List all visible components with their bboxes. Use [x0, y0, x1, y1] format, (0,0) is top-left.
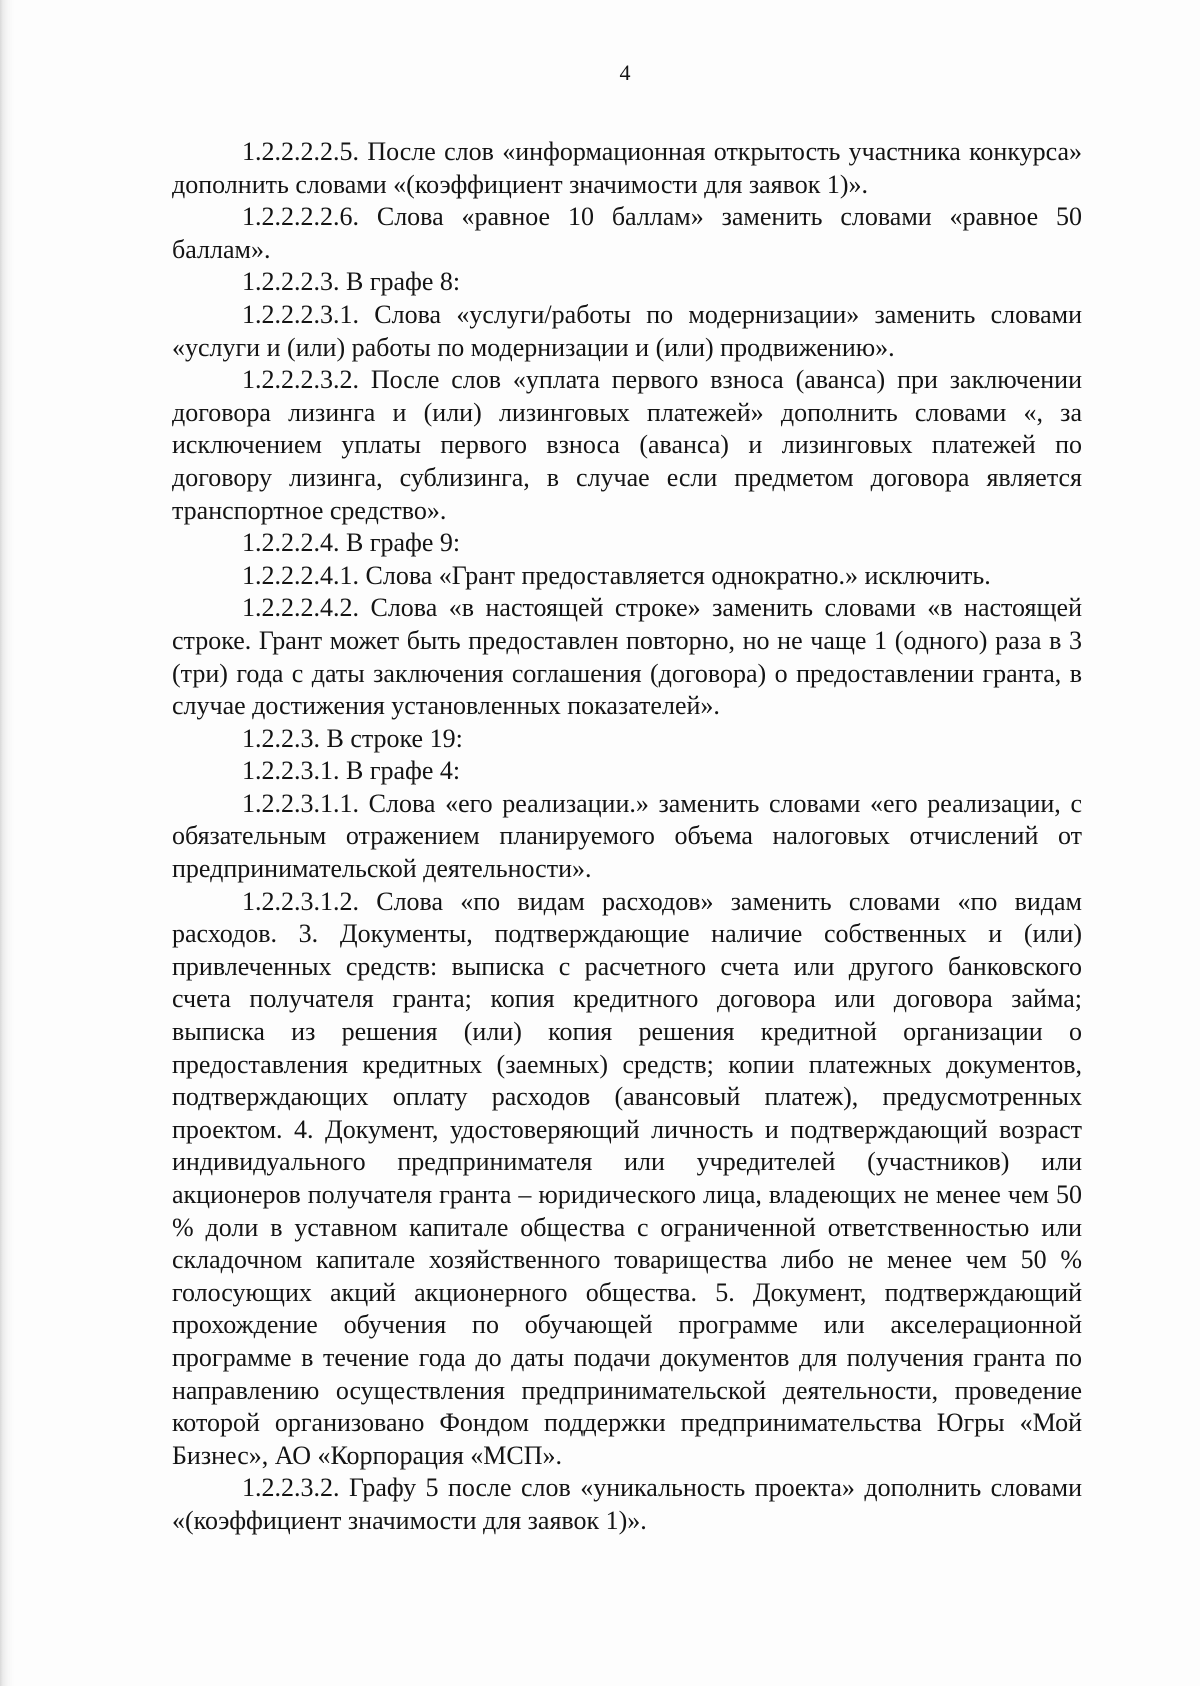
paragraph-1-2-2-2-2-5: 1.2.2.2.2.5. После слов «информационная открытость участника конкурса» дополнить словами «(коэффициент значимости для заявок 1)».: [172, 137, 1082, 199]
paragraph-1-2-2-2-4: 1.2.2.2.4. В графе 9:: [242, 528, 461, 558]
paragraph-1-2-2-2-3-2: 1.2.2.2.3.2. После слов «уплата первого взноса (аванса) при заключении договора лизинга и (или) лизинговых платежей» дополнить словами «, за исключением уплаты первого взноса (аванса) и лизинговых платежей по договору лизинга, сублизинга, в случае если предметом договора является транспортное средство».: [172, 365, 1082, 525]
paragraph-1-2-2-2-4-2: 1.2.2.2.4.2. Слова «в настоящей строке» заменить словами «в настоящей строке. Грант может быть предоставлен повторно, но не чаще 1 (одного) раза в 3 (три) года с даты заключения соглашения (договора) о предоставлении гранта, в случае достижения установленных показателей».: [172, 593, 1082, 721]
paragraph-1-2-2-2-2-6: 1.2.2.2.2.6. Слова «равное 10 баллам» заменить словами «равное 50 баллам».: [172, 202, 1082, 264]
paragraph-1-2-2-2-4-1: 1.2.2.2.4.1. Слова «Грант предоставляется однократно.» исключить.: [242, 560, 991, 590]
scan-edge-shadow: [0, 0, 14, 1686]
paragraph-1-2-2-3-1-2: 1.2.2.3.1.2. Слова «по видам расходов» заменить словами «по видам расходов. 3. Документы, подтверждающие наличие собственных и (или) привлеченных средств: выписка с расчетного счета или другого банковского счета получателя гранта; копия кредитного договора или договора займа; выписка из решения (или) копия решения кредитной организации о предоставления кредитных (заемных) средств; копии платежных документов, подтверждающих оплату расходов (авансовый платеж), предусмотренных проектом. 4. Документ, удостоверяющий личность и подтверждающий возраст индивидуального предпринимателя или учредителей (участников) или акционеров получателя гранта – юридического лица, владеющих не менее чем 50 % доли в уставном капитале общества с ограниченной ответственностью или складочном капитале хозяйственного товарищества либо не менее чем 50 % голосующих акций акционерного общества. 5. Документ, подтверждающий прохождение обучения по обучающей программе или акселерационной программе в течение года до даты подачи документов для получения гранта по направлению осуществления предпринимательской деятельности, проведение которой организовано Фондом поддержки предпринимательства Югры «Мой Бизнес», АО «Корпорация «МСП».: [172, 886, 1082, 1470]
paragraph-1-2-2-3-2: 1.2.2.3.2. Графу 5 после слов «уникальность проекта» дополнить словами «(коэффициент значимости для заявок 1)».: [172, 1473, 1082, 1535]
document-body: [172, 136, 1082, 1538]
paragraph-1-2-2-3: 1.2.2.3. В строке 19:: [242, 723, 463, 753]
paragraph-1-2-2-2-3: 1.2.2.2.3. В графе 8:: [242, 267, 461, 297]
paragraph-1-2-2-3-1: 1.2.2.3.1. В графе 4:: [242, 756, 461, 786]
paragraph-1-2-2-2-3-1: 1.2.2.2.3.1. Слова «услуги/работы по модернизации» заменить словами «услуги и (или) работы по модернизации и (или) продвижению».: [172, 299, 1082, 362]
paragraph-1-2-2-3-1-1: 1.2.2.3.1.1. Слова «его реализации.» заменить словами «его реализации, с обязательным отражением планируемого объема налоговых отчислений от предпринимательской деятельности».: [172, 788, 1082, 884]
page-number: 4: [619, 60, 631, 85]
